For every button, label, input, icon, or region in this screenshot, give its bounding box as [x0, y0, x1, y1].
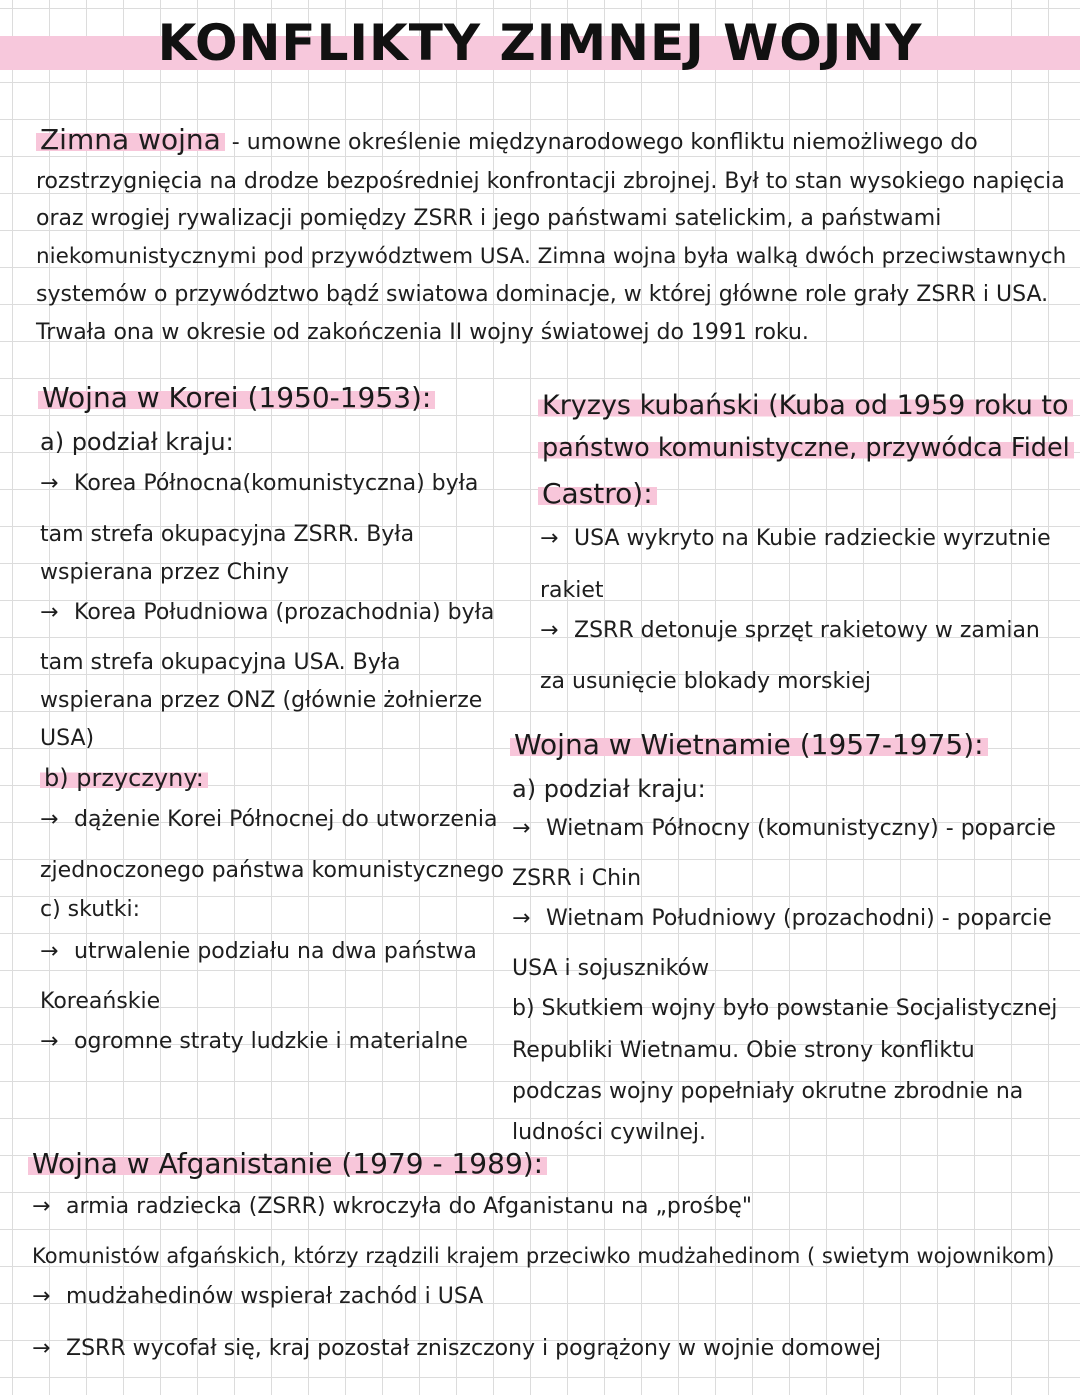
- korea-c2-line: [40, 1031, 468, 1053]
- vietnam-a1-line-2: ZSRR i Chin: [512, 866, 642, 891]
- afghanistan-heading: [28, 1147, 547, 1180]
- arrow-icon: →: [40, 807, 59, 832]
- intro-line-3: oraz wrogiej rywalizacji pomiędzy ZSRR i jego państwami satelickim, a państwami: [36, 206, 942, 231]
- korea-heading: [38, 381, 435, 414]
- korea-c1-line-1: [40, 941, 477, 963]
- arrow-icon: →: [40, 1029, 59, 1054]
- page-title: KONFLIKTY ZIMNEJ WOJNY: [157, 14, 923, 72]
- cuba-p2-line-2: za usunięcie blokady morskiej: [540, 669, 871, 694]
- arrow-icon: →: [512, 906, 531, 931]
- afghanistan-p3-line: [32, 1338, 881, 1360]
- vietnam-b-line-4: ludności cywilnej.: [512, 1120, 707, 1145]
- arrow-icon: →: [540, 618, 559, 643]
- korea-a2-line-3: wspierana przez ONZ (głównie żołnierze: [40, 688, 483, 713]
- arrow-icon: →: [540, 526, 559, 551]
- arrow-icon: →: [32, 1284, 51, 1309]
- cuba-heading-line-3: [538, 477, 657, 510]
- korea-c2-text: ogromne straty ludzkie i materialne: [74, 1029, 468, 1054]
- intro-text-1: - umowne określenie międzynarodowego konfliktu niemożliwego do: [231, 130, 978, 155]
- arrow-icon: →: [40, 939, 59, 964]
- cuba-p2-line-1: [540, 620, 1040, 642]
- afghanistan-p1-line-1: [32, 1196, 752, 1218]
- vietnam-b-line-2: Republiki Wietnamu. Obie strony konfliktu: [512, 1038, 975, 1063]
- afghanistan-p1-text: armia radziecka (ZSRR) wkroczyła do Afganistanu na „prośbę": [66, 1194, 752, 1219]
- arrow-icon: →: [40, 471, 59, 496]
- korea-a-label: a) podział kraju:: [40, 428, 234, 456]
- arrow-icon: →: [32, 1194, 51, 1219]
- arrow-icon: →: [40, 600, 59, 625]
- intro-term: Zimna wojna: [36, 123, 225, 156]
- vietnam-a2-line-1: [512, 908, 1052, 930]
- intro-line-6: Trwała ona w okresie od zakończenia II wojny światowej do 1991 roku.: [36, 320, 809, 345]
- korea-c-label: c) skutki:: [40, 897, 141, 922]
- vietnam-a2-text: Wietnam Południowy (prozachodni) - poparcie: [546, 906, 1052, 931]
- vietnam-b-line-3: podczas wojny popełniały okrutne zbrodnie na: [512, 1079, 1024, 1104]
- cuba-heading-text-3: Castro):: [538, 477, 657, 510]
- afghanistan-p3-text: ZSRR wycofał się, kraj pozostał zniszczony i pogrążony w wojnie domowej: [66, 1336, 882, 1361]
- korea-c1-text: utrwalenie podziału na dwa państwa: [74, 939, 477, 964]
- vietnam-a-label: a) podział kraju:: [512, 775, 706, 803]
- cuba-p2-text: ZSRR detonuje sprzęt rakietowy w zamian: [574, 618, 1040, 643]
- afghanistan-p1-line-2: Komunistów afgańskich, którzy rządzili krajem przeciwko mudżahedinom ( swietym wojownikom): [32, 1244, 1055, 1268]
- cuba-heading-text-1: Kryzys kubański (Kuba od 1959 roku to: [538, 390, 1073, 421]
- korea-a1-line-2: tam strefa okupacyjna ZSRR. Była: [40, 522, 415, 547]
- korea-b1-line-1: [40, 809, 498, 831]
- cuba-p1-line-1: [540, 528, 1051, 550]
- korea-b-label: [40, 766, 208, 790]
- arrow-icon: →: [32, 1336, 51, 1361]
- intro-line-4: niekomunistycznymi pod przywództwem USA. Zimna wojna była walką dwóch przeciwstawnych: [36, 244, 1067, 269]
- korea-heading-text: Wojna w Korei (1950-1953):: [38, 381, 435, 414]
- korea-a1-line-1: [40, 473, 478, 495]
- intro-line-1: [36, 123, 978, 156]
- korea-a2-text: Korea Południowa (prozachodnia) była: [74, 600, 495, 625]
- vietnam-heading-text: Wojna w Wietnamie (1957-1975):: [510, 728, 988, 761]
- cuba-p1-line-2: rakiet: [540, 578, 604, 603]
- cuba-heading-line-2: [538, 433, 1074, 463]
- korea-b1-line-2: zjednoczonego państwa komunistycznego: [40, 858, 505, 883]
- arrow-icon: →: [512, 816, 531, 841]
- intro-line-2: rozstrzygnięcia na drodze bezpośredniej konfrontacji zbrojnej. Był to stan wysokiego napięcia: [36, 169, 1065, 194]
- korea-a2-line-2: tam strefa okupacyjna USA. Była: [40, 650, 401, 675]
- cuba-heading-line-1: [538, 392, 1073, 419]
- vietnam-a1-line-1: [512, 818, 1056, 840]
- korea-b-label-text: b) przyczyny:: [40, 764, 208, 792]
- korea-b1-text: dążenie Korei Północnej do utworzenia: [74, 807, 498, 832]
- korea-a2-line-4: USA): [40, 726, 95, 751]
- korea-c1-line-2: Koreańskie: [40, 989, 161, 1014]
- vietnam-a2-line-2: USA i sojuszników: [512, 956, 710, 981]
- vietnam-a1-text: Wietnam Północny (komunistyczny) - poparcie: [546, 816, 1056, 841]
- intro-line-5: systemów o przywództwo bądź swiatowa dominacje, w której główne role grały ZSRR i USA.: [36, 282, 1049, 307]
- afghanistan-p2-line: [32, 1286, 483, 1308]
- korea-a2-line-1: [40, 602, 494, 624]
- afghanistan-heading-text: Wojna w Afganistanie (1979 - 1989):: [28, 1147, 547, 1180]
- korea-a1-text: Korea Północna(komunistyczna) była: [74, 471, 479, 496]
- afghanistan-p2-text: mudżahedinów wspierał zachód i USA: [66, 1284, 484, 1309]
- korea-a1-line-3: wspierana przez Chiny: [40, 560, 290, 585]
- cuba-p1-text: USA wykryto na Kubie radzieckie wyrzutnie: [574, 526, 1051, 551]
- vietnam-heading: [510, 728, 988, 761]
- vietnam-b-line-1: b) Skutkiem wojny było powstanie Socjalistycznej: [512, 996, 1058, 1021]
- cuba-heading-text-2: państwo komunistyczne, przywódca Fidel: [538, 433, 1074, 463]
